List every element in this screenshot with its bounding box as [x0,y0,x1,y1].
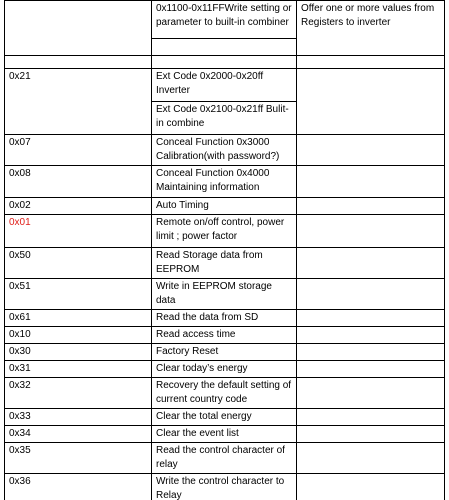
code-cell: 0x31 [5,361,152,378]
code-cell: 0x21 [5,69,152,135]
remark-cell [297,69,445,135]
table-row [5,361,445,378]
header-remark-cell: Offer one or more values from Registers to inverter [297,1,445,56]
remark-cell [297,361,445,378]
table-row [5,1,445,39]
code-cell: 0x30 [5,344,152,361]
table-row [5,279,445,310]
remark-cell [297,409,445,426]
desc-cell: Read access time [152,327,297,344]
header-desc-cell: 0x1100-0x11FFWrite setting or parameter to built-in combiner [152,1,297,39]
desc-cell: Auto Timing [152,198,297,215]
remark-cell [297,135,445,166]
code-cell: 0x36 [5,474,152,500]
desc-cell: Recovery the default setting of current country code [152,378,297,409]
code-cell: 0x32 [5,378,152,409]
table-row [5,198,445,215]
desc-cell: Read Storage data from EEPROM [152,248,297,279]
remark-cell [297,474,445,500]
table-row [5,474,445,500]
table-row [5,344,445,361]
table-row [5,327,445,344]
header-desc-cell-2 [152,38,297,55]
table-row [5,443,445,474]
table-spacer-row [5,56,445,69]
table-row [5,310,445,327]
desc-cell: Ext Code 0x2100-0x21ff Bulit-in combine [152,102,297,135]
code-cell: 0x35 [5,443,152,474]
desc-cell: Read the data from SD [152,310,297,327]
desc-cell: Ext Code 0x2000-0x20ff Inverter [152,69,297,102]
table-row [5,409,445,426]
code-cell: 0x50 [5,248,152,279]
table-row [5,135,445,166]
remark-cell [297,378,445,409]
desc-cell: Factory Reset [152,344,297,361]
desc-cell: Write in EEPROM storage data [152,279,297,310]
code-cell-highlighted: 0x01 [5,215,152,248]
desc-cell: Write the control character to Relay [152,474,297,500]
remark-cell [297,198,445,215]
code-cell: 0x61 [5,310,152,327]
desc-cell: Conceal Function 0x3000 Calibration(with password?) [152,135,297,166]
table-row [5,215,445,248]
table-row [5,426,445,443]
desc-cell: Read the control character of relay [152,443,297,474]
remark-cell [297,443,445,474]
code-cell: 0x34 [5,426,152,443]
header-code-cell [5,1,152,56]
code-cell: 0x08 [5,166,152,198]
code-cell: 0x51 [5,279,152,310]
remark-cell [297,166,445,198]
desc-cell: Remote on/off control, power limit ; power factor [152,215,297,248]
remark-cell [297,279,445,310]
code-cell: 0x33 [5,409,152,426]
desc-cell: Clear today’s energy [152,361,297,378]
remark-cell [297,215,445,248]
remark-cell [297,248,445,279]
code-cell: 0x02 [5,198,152,215]
table-row [5,248,445,279]
desc-cell: Clear the event list [152,426,297,443]
table-row [5,166,445,198]
remark-cell [297,327,445,344]
remark-cell [297,344,445,361]
code-cell: 0x07 [5,135,152,166]
table-row [5,378,445,409]
table-row [5,69,445,102]
function-code-table [4,0,445,500]
desc-cell: Conceal Function 0x4000 Maintaining information [152,166,297,198]
remark-cell [297,310,445,327]
code-cell: 0x10 [5,327,152,344]
desc-cell: Clear the total energy [152,409,297,426]
remark-cell [297,426,445,443]
